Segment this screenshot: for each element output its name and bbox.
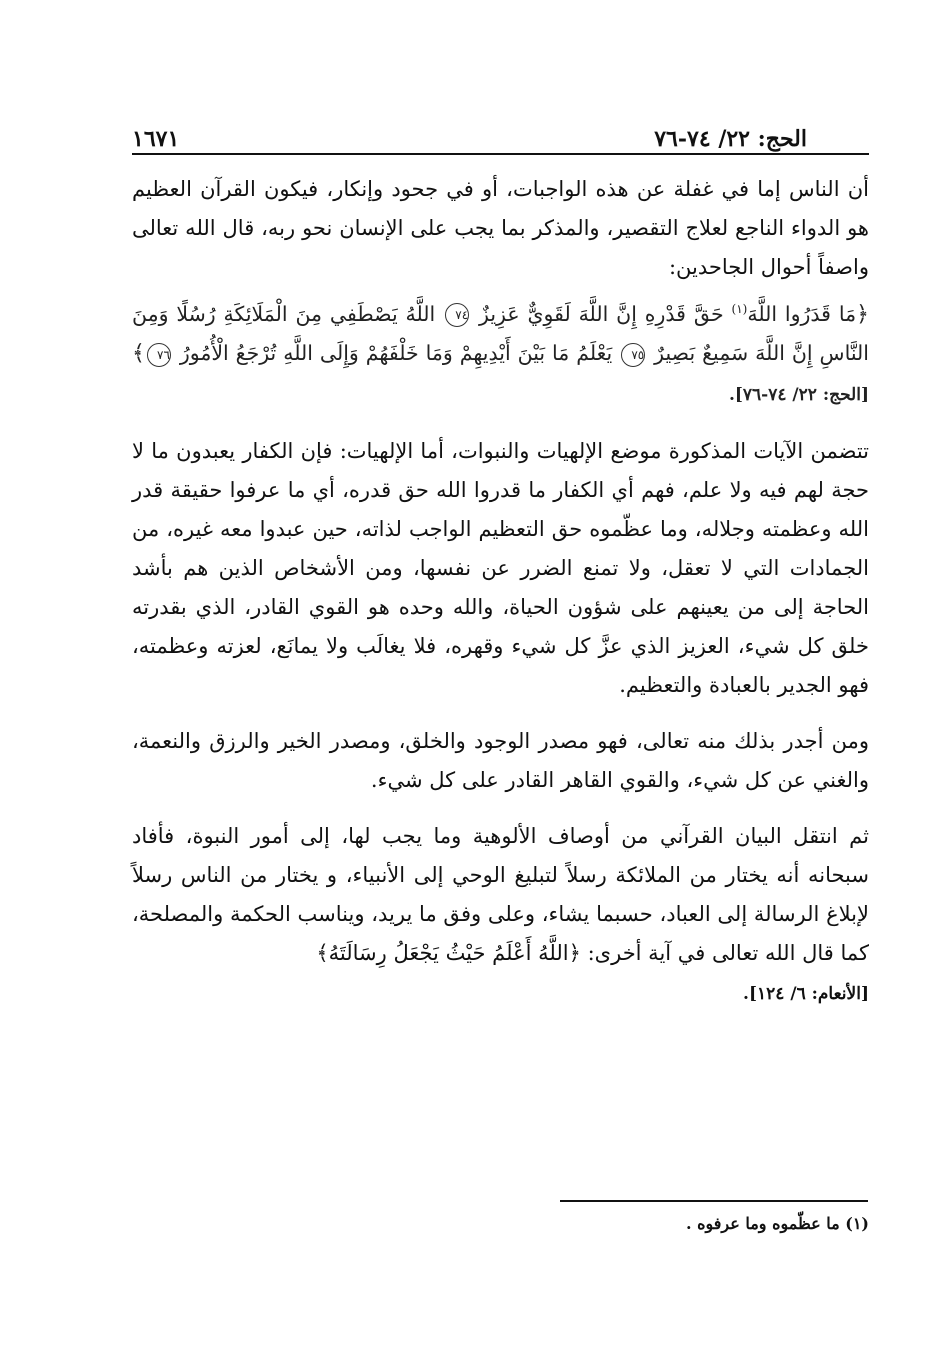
quran-text-1: مَا قَدَرُوا اللَّهَ <box>747 301 857 326</box>
quran-text-2: حَقَّ قَدْرِهِ إِنَّ اللَّهَ لَقَوِيٌّ عَزِيزٌ <box>479 301 724 326</box>
surah-reference: الحج: ٢٢/ ٧٤-٧٦ <box>654 126 807 152</box>
quran-passage <box>132 290 869 415</box>
ayah-number-76: ٧٦ <box>147 343 171 367</box>
ayah-number-75: ٧٥ <box>621 343 645 367</box>
quran-open-bracket: ﴿ <box>856 301 869 327</box>
paragraph-2: تتضمن الآيات المذكورة موضع الإلهيات والنبوات، أما الإلهيات: فإن الكفار يعبدون ما لا حجة لهم فيه ولا علم، فهم أي الكفار ما قدروا الله حق قدره، أي ما عرفوا حقيقة قدر الله وعظمته وجلاله، وما عظّموه حق التعظيم الواجب لذاته، حين عبدوا معه غيره، من الجمادات التي لا تعقل، ولا تمنع الضرر عن نفسها، ومن الأشخاص الذين هم بأشد الحاجة إلى من يعينهم على شؤون الحياة، والله وحده هو القوي القادر، الذي بقدرته خلق كل شيء، العزيز الذي عزَّ كل شيء وقهره، فلا يغالَب ولا يمانَع، لعزته وعظمته، فهو الجدير بالعبادة والتعظيم. <box>132 439 869 698</box>
header-rule <box>132 153 869 155</box>
running-header <box>132 112 807 152</box>
paragraph-4-citation: [الأنعام: ٦/ ١٢٤]. <box>743 984 869 1005</box>
quran-text-4: يَعْلَمُ مَا بَيْنَ أَيْدِيهِمْ وَمَا خَلْفَهُمْ وَإِلَى اللَّهِ تُرْجَعُ الْأُمُورُ <box>179 341 613 366</box>
footnote: (١) ما عظّموه وما عرفوه . <box>685 1214 869 1233</box>
paragraph-4 <box>132 817 869 1014</box>
footnote-marker: (١) <box>731 302 748 316</box>
main-text <box>132 170 869 1014</box>
ayah-number-74: ٧٤ <box>445 303 469 327</box>
paragraph-intro: أن الناس إما في غفلة عن هذه الواجبات، أو في جحود وإنكار، فيكون القرآن العظيم هو الدواء الناجع لعلاج التقصير، والمذكر بما يجب على الإنسان نحو ربه، قال الله تعالى واصفاً أحوال الجاحدين: <box>132 177 869 279</box>
quran-citation: [الحج: ٢٢/ ٧٤-٧٦]. <box>728 384 869 405</box>
page-number: ١٦٧١ <box>132 126 180 152</box>
footnote-rule <box>560 1200 868 1202</box>
quran-close-bracket: ﴾ <box>132 341 145 367</box>
paragraph-4-text: ثم انتقل البيان القرآني من أوصاف الألوهية وما يجب لها، إلى أمور النبوة، فأفاد سبحانه أنه يختار من الملائكة رسلاً لتبليغ الوحي إلى الأنبياء، و يختار من الناس رسلاً لإبلاغ الرسالة إلى العباد، حسبما يشاء، وعلى وفق ما يريد، ويناسب الحكمة والمصلحة، كما قال الله تعالى في آية أخرى: <box>132 824 869 966</box>
quran-text-3: اللَّهُ يَصْطَفِي مِنَ الْمَلَائِكَةِ رُسُلًا وَمِنَ النَّاسِ إِنَّ اللَّهَ سَمِيعٌ بَصِيرٌ <box>132 301 869 366</box>
paragraph-4-quote: ﴿اللَّهُ أَعْلَمُ حَيْثُ يَجْعَلُ رِسَالَتَهُ﴾ <box>316 941 581 966</box>
paragraph-3: ومن أجدر بذلك منه تعالى، فهو مصدر الوجود والخلق، ومصدر الخير والرزق والنعمة، والغني عن كل شيء، والقوي القاهر القادر على كل شيء. <box>132 729 869 793</box>
